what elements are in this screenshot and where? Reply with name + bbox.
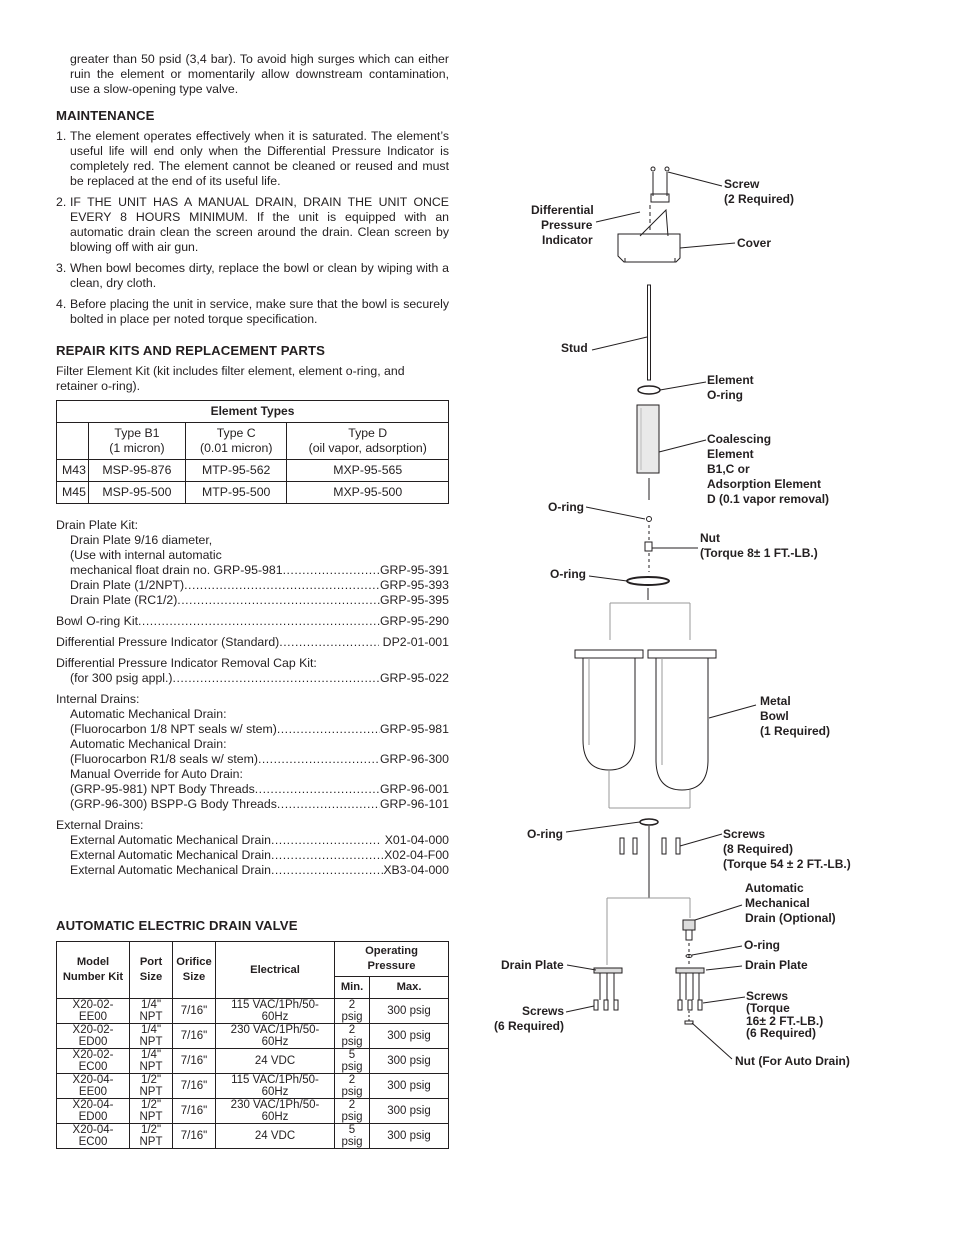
part-number: GRP-95-981 xyxy=(379,722,449,736)
auto-drain-label: Drain (Optional) xyxy=(745,911,836,925)
table-cell: 5 psig xyxy=(335,1049,370,1074)
drain-plate-right-icon xyxy=(676,968,704,1000)
col-line2: (1 micron) xyxy=(109,441,165,455)
maintenance-item xyxy=(56,297,449,327)
table-cell: 2 psig xyxy=(335,1024,370,1049)
table-row xyxy=(57,482,449,504)
table-cell: X20-02-ED00 xyxy=(57,1024,130,1049)
column-header xyxy=(185,423,286,460)
part-label: Bowl O-ring Kit xyxy=(56,614,139,628)
table-cell: 7/16" xyxy=(173,1074,216,1099)
header-min: Min. xyxy=(335,977,370,999)
part-label: (Fluorocarbon 1/8 NPT seals w/ stem) xyxy=(70,722,277,736)
kit-title: Differential Pressure Indicator Removal Cap Kit: xyxy=(56,656,317,670)
auto-drain-label: Mechanical xyxy=(745,896,810,910)
kit-line: Automatic Mechanical Drain: xyxy=(70,737,227,751)
bowl-label: Bowl xyxy=(760,709,789,723)
table-cell: MXP-95-500 xyxy=(287,482,449,504)
table-cell: 115 VAC/1Ph/50-60Hz xyxy=(216,1074,335,1099)
kit-title: External Drains: xyxy=(56,818,144,832)
header-max: Max. xyxy=(370,977,449,999)
nut-icon xyxy=(645,542,652,551)
part-row xyxy=(56,614,449,629)
part-row xyxy=(56,833,449,848)
stud-label: Stud xyxy=(561,341,588,355)
table-cell: 7/16" xyxy=(173,1049,216,1074)
table-row xyxy=(57,1074,449,1099)
table-cell: 1/4" NPT xyxy=(130,1024,173,1049)
table-cell: 1/4" NPT xyxy=(130,999,173,1024)
table-cell: X20-04-EC00 xyxy=(57,1124,130,1149)
coalescing-label: B1,C or xyxy=(707,462,750,476)
col-line1: Type B1 xyxy=(114,426,160,440)
nut-auto-label: Nut (For Auto Drain) xyxy=(735,1054,850,1068)
nut-torque-label: (Torque 8± 1 FT.-LB.) xyxy=(700,546,818,560)
table-cell: 7/16" xyxy=(173,1124,216,1149)
part-label: (GRP-96-300) BSPP-G Body Threads xyxy=(70,797,277,811)
kit-line: Automatic Mechanical Drain: xyxy=(70,707,227,721)
bowl-label: Metal xyxy=(760,694,791,708)
col-line2: (oil vapor, adsorption) xyxy=(308,441,427,455)
table-cell: 7/16" xyxy=(173,999,216,1024)
part-number: GRP-96-101 xyxy=(379,797,449,811)
screws-label: (6 Required) xyxy=(746,1026,817,1040)
table-cell: X20-04-ED00 xyxy=(57,1099,130,1124)
dpi-label: Indicator xyxy=(542,233,593,247)
part-number: GRP-95-391 xyxy=(379,563,449,577)
part-label: (for 300 psig appl.) xyxy=(70,671,173,685)
table-cell: 2 psig xyxy=(335,1074,370,1099)
drain-plate-label: Drain Plate xyxy=(501,958,564,972)
table-row xyxy=(57,1024,449,1049)
part-label: (GRP-95-981) NPT Body Threads xyxy=(70,782,255,796)
table-cell: 300 psig xyxy=(370,1124,449,1149)
maintenance-item xyxy=(56,129,449,189)
table-cell: MXP-95-565 xyxy=(287,460,449,482)
screws-label: 16± 2 FT.-LB.) xyxy=(746,1014,824,1028)
part-number: DP2-01-001 xyxy=(379,635,449,649)
element-oring-label: O-ring xyxy=(707,388,743,402)
table-cell: 24 VDC xyxy=(216,1049,335,1074)
row-label: M43 xyxy=(57,460,89,482)
maintenance-heading: MAINTENANCE xyxy=(56,108,155,123)
table-cell: 1/4" NPT xyxy=(130,1049,173,1074)
table-cell: 5 psig xyxy=(335,1124,370,1149)
intro-paragraph: greater than 50 psid (3,4 bar). To avoid high surges which can either ruin the element or momentarily allow downstream contamination, use a slow-opening type valve. xyxy=(70,52,449,96)
table-cell: X20-02-EE00 xyxy=(57,999,130,1024)
table-cell: 2 psig xyxy=(335,999,370,1024)
coalescing-label: D (0.1 vapor removal) xyxy=(707,492,830,506)
lower-oring-icon xyxy=(640,819,658,825)
part-number: X02-04-F00 xyxy=(384,848,449,862)
table-cell: 24 VDC xyxy=(216,1124,335,1149)
element-types-title: Element Types xyxy=(57,401,449,423)
part-row xyxy=(56,635,449,650)
part-number: GRP-95-290 xyxy=(379,614,449,628)
kit-title: Internal Drains: xyxy=(56,692,140,706)
exploded-parts-diagram xyxy=(470,160,890,1080)
metal-bowl-left-icon xyxy=(575,650,643,770)
header-operating: Operating Pressure xyxy=(335,942,449,977)
element-oring-icon xyxy=(638,386,660,394)
part-number: GRP-96-300 xyxy=(379,752,449,766)
table-cell: 7/16" xyxy=(173,1024,216,1049)
part-row xyxy=(56,848,449,863)
table-cell: 300 psig xyxy=(370,1074,449,1099)
dpi-label: Pressure xyxy=(541,218,593,232)
kit-line: Manual Override for Auto Drain: xyxy=(70,767,243,781)
bowl-oring-icon xyxy=(627,577,669,585)
table-cell: MSP-95-500 xyxy=(88,482,185,504)
part-number: XB3-04-000 xyxy=(383,863,449,877)
table-row xyxy=(57,1049,449,1074)
part-number: GRP-95-022 xyxy=(379,671,449,685)
internal-drains xyxy=(56,692,449,812)
table-row xyxy=(57,999,449,1024)
table-row xyxy=(57,1099,449,1124)
part-row xyxy=(56,752,449,767)
item-text: The element operates effectively when it is saturated. The element’s useful life will end only when the Differential Pressure Indicator is completely red. The element cannot be cleaned or reused and must be replaced at the end of its useful life. xyxy=(70,129,449,188)
parts-list xyxy=(56,518,449,878)
col-line2: (0.01 micron) xyxy=(199,441,273,455)
part-number: X01-04-000 xyxy=(381,833,449,847)
part-row xyxy=(56,593,449,608)
drain-plate-left-icon xyxy=(594,968,622,1000)
item-text: Before placing the unit in service, make sure that the bowl is securely bolted in place per noted torque specification. xyxy=(70,297,449,326)
header-model: Model Number Kit xyxy=(57,942,130,999)
item-number: 4. xyxy=(56,297,67,311)
screw-qty-label: (2 Required) xyxy=(724,192,795,206)
table-cell: 230 VAC/1Ph/50-60Hz xyxy=(216,1099,335,1124)
part-label: Differential Pressure Indicator (Standard) xyxy=(56,635,280,649)
table-cell: MTP-95-500 xyxy=(185,482,286,504)
table-cell: 300 psig xyxy=(370,999,449,1024)
table-row xyxy=(57,460,449,482)
part-row xyxy=(56,782,449,797)
part-row xyxy=(56,863,449,878)
table-cell: 2 psig xyxy=(335,1099,370,1124)
oring-label: O-ring xyxy=(744,938,780,952)
coalescing-label: Adsorption Element xyxy=(707,477,822,491)
screws-label: (Torque xyxy=(746,1001,790,1015)
column-header xyxy=(88,423,185,460)
screws-label: (6 Required) xyxy=(494,1019,565,1033)
part-label: (Fluorocarbon R1/8 seals w/ stem) xyxy=(70,752,258,766)
screws-label: (8 Required) xyxy=(723,842,794,856)
maintenance-item xyxy=(56,195,449,255)
bowl-label: (1 Required) xyxy=(760,724,831,738)
part-label: Drain Plate (1/2NPT) xyxy=(70,578,185,592)
drain-plate-kit xyxy=(56,518,449,608)
screws-label: Screws xyxy=(746,989,789,1003)
header-orifice: Orifice Size xyxy=(173,942,216,999)
bowl-screws-icon xyxy=(620,838,680,854)
column-header xyxy=(287,423,449,460)
coalescing-label: Element xyxy=(707,447,754,461)
screws-left-icon xyxy=(594,1000,618,1010)
part-label: External Automatic Mechanical Drain xyxy=(70,863,271,877)
repair-intro: Filter Element Kit (kit includes filter element, element o-ring, and retainer o-ring). xyxy=(56,364,405,393)
table-cell: X20-04-EE00 xyxy=(57,1074,130,1099)
auto-drain-icon xyxy=(683,920,695,940)
part-row xyxy=(56,563,449,578)
external-drains xyxy=(56,818,449,878)
item-text: When bowl becomes dirty, replace the bowl or clean by wiping with a clean, dry cloth. xyxy=(70,261,449,290)
part-row xyxy=(56,671,449,686)
part-number: GRP-95-393 xyxy=(379,578,449,592)
auto-drain-heading: AUTOMATIC ELECTRIC DRAIN VALVE xyxy=(56,918,298,933)
metal-bowl-right-icon xyxy=(648,650,716,790)
blank-cell xyxy=(57,423,89,460)
auto-drain-nut-icon xyxy=(685,1021,693,1024)
part-number: GRP-95-395 xyxy=(379,593,449,607)
row-label: M45 xyxy=(57,482,89,504)
table-cell: 300 psig xyxy=(370,1049,449,1074)
col-line1: Type D xyxy=(348,426,388,440)
screws-label: Screws xyxy=(522,1004,565,1018)
cover-label: Cover xyxy=(737,236,772,250)
coalescing-element-icon xyxy=(637,405,659,473)
part-label: Drain Plate (RC1/2) xyxy=(70,593,178,607)
auto-drain-table xyxy=(56,941,449,1149)
table-cell: 115 VAC/1Ph/50-60Hz xyxy=(216,999,335,1024)
maintenance-item xyxy=(56,261,449,291)
col-line1: Type C xyxy=(216,426,256,440)
header-electrical: Electrical xyxy=(216,942,335,999)
table-cell: MSP-95-876 xyxy=(88,460,185,482)
table-cell: X20-02-EC00 xyxy=(57,1049,130,1074)
part-label: mechanical float drain no. GRP-95-981 xyxy=(70,563,283,577)
dpi-label: Differential xyxy=(531,203,594,217)
drain-plate-label: Drain Plate xyxy=(745,958,808,972)
element-oring-label: Element xyxy=(707,373,754,387)
kit-title: Drain Plate Kit: xyxy=(56,518,139,532)
screws-label: (Torque 54 ± 2 FT.-LB.) xyxy=(723,857,851,871)
nut-label: Nut xyxy=(700,531,720,545)
table-cell: 7/16" xyxy=(173,1099,216,1124)
item-number: 3. xyxy=(56,261,67,275)
item-number: 2. xyxy=(56,195,67,209)
oring-label: O-ring xyxy=(527,827,563,841)
kit-line: Drain Plate 9/16 diameter, xyxy=(70,533,213,547)
cover-icon xyxy=(618,210,680,262)
coalescing-label: Coalescing xyxy=(707,432,772,446)
part-number: GRP-96-001 xyxy=(379,782,449,796)
element-types-table xyxy=(56,400,449,504)
screws-label: Screws xyxy=(723,827,766,841)
dpi-removal-kit xyxy=(56,656,449,686)
oring-label: O-ring xyxy=(548,500,584,514)
part-label: External Automatic Mechanical Drain xyxy=(70,848,271,862)
top-screws-icon xyxy=(651,167,669,202)
repair-heading: REPAIR KITS AND REPLACEMENT PARTS xyxy=(56,343,326,358)
left-column xyxy=(56,52,449,1149)
table-cell: MTP-95-562 xyxy=(185,460,286,482)
table-row xyxy=(57,1124,449,1149)
screws-right-icon xyxy=(678,1000,702,1010)
table-cell: 1/2" NPT xyxy=(130,1124,173,1149)
part-row xyxy=(56,722,449,737)
oring-small-icon xyxy=(647,517,652,522)
stud-icon xyxy=(648,285,651,380)
part-label: External Automatic Mechanical Drain xyxy=(70,833,271,847)
screw-label: Screw xyxy=(724,177,760,191)
item-number: 1. xyxy=(56,129,67,143)
kit-line: (Use with internal automatic xyxy=(70,548,222,562)
table-cell: 300 psig xyxy=(370,1024,449,1049)
part-row xyxy=(56,578,449,593)
auto-drain-label: Automatic xyxy=(745,881,804,895)
part-row xyxy=(56,797,449,812)
header-port: Port Size xyxy=(130,942,173,999)
table-cell: 300 psig xyxy=(370,1099,449,1124)
oring-label: O-ring xyxy=(550,567,586,581)
table-cell: 1/2" NPT xyxy=(130,1074,173,1099)
table-cell: 230 VAC/1Ph/50-60Hz xyxy=(216,1024,335,1049)
maintenance-list xyxy=(56,129,449,327)
item-text: IF THE UNIT HAS A MANUAL DRAIN, DRAIN THE UNIT ONCE EVERY 8 HOURS MINIMUM. If the unit is equipped with an automatic drain clean the screen around the drain. Clean screen by blowing off with air gun. xyxy=(70,195,449,254)
table-cell: 1/2" NPT xyxy=(130,1099,173,1124)
